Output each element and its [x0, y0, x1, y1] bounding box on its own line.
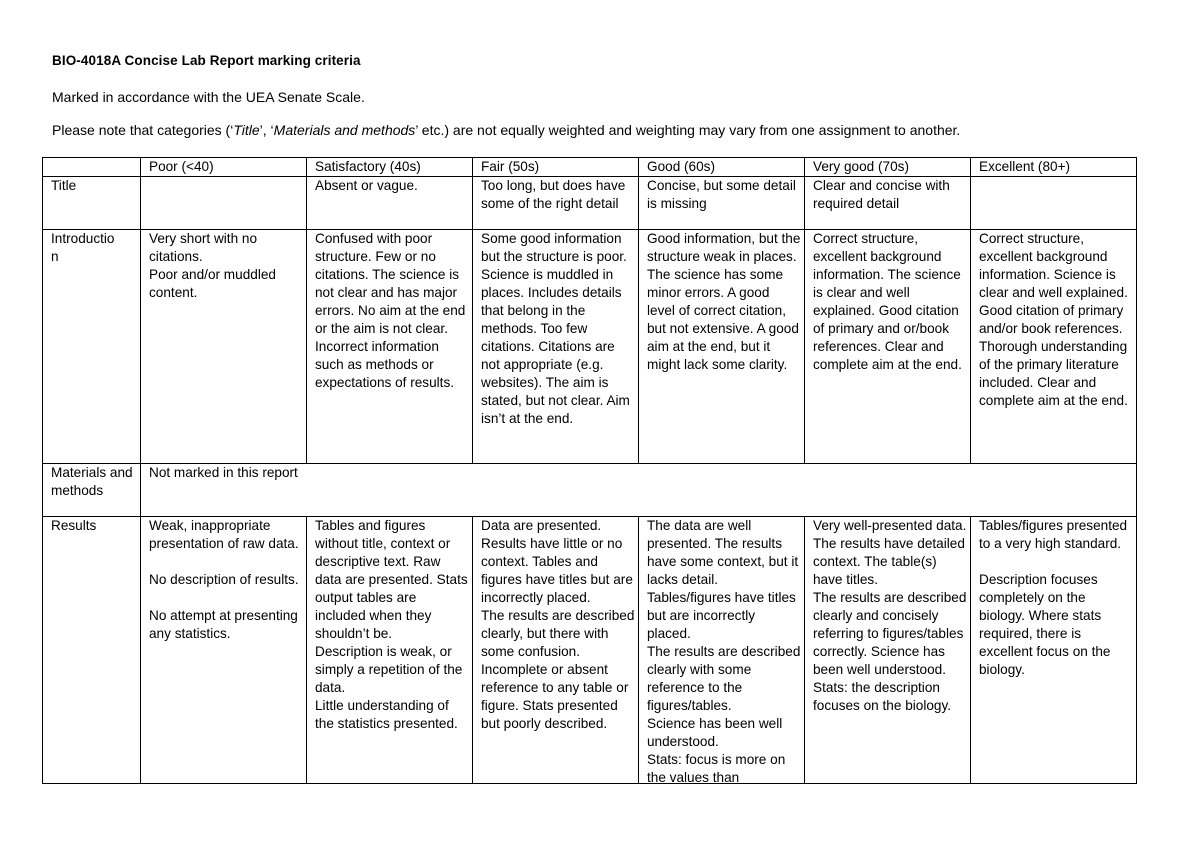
table-row-introduction — [43, 230, 1137, 464]
introduction-satisfactory-cell: Confused with poor structure. Few or no citations. The science is not clear and has major errors. No aim at the end or the aim is not clear. Incorrect information such as methods or expectations of results. — [307, 230, 473, 464]
title-very-good-cell: Clear and concise with required detail — [805, 177, 971, 230]
introduction-poor-cell: Very short with no citations. Poor and/or muddled content. — [141, 230, 307, 464]
title-good-cell: Concise, but some detail is missing — [639, 177, 805, 230]
senate-scale-note: Marked in accordance with the UEA Senate Scale. — [52, 89, 365, 105]
header-fair: Fair (50s) — [473, 158, 639, 177]
marking-criteria-table — [42, 157, 1137, 784]
introduction-very-good-cell: Correct structure, excellent background information. The science is clear and well explained. Good citation of primary and or/book references. Clear and complete aim at the end. — [805, 230, 971, 464]
row-label-introduction: Introductio n — [43, 230, 141, 464]
row-label-title: Title — [43, 177, 141, 230]
title-satisfactory-cell: Absent or vague. — [307, 177, 473, 230]
category-title-italic: Title — [233, 122, 260, 138]
materials-methods-merged-cell: Not marked in this report — [141, 464, 1137, 517]
results-poor-cell: Weak, inappropriate presentation of raw data. No description of results. No attempt at presenting any statistics. — [141, 517, 307, 784]
header-very-good: Very good (70s) — [805, 158, 971, 177]
introduction-excellent-cell: Correct structure, excellent background information. Science is clear and well explained. Good citation of primary and/or book references. Thorough understanding of the primary literature included. Clear and complete aim at the end. — [971, 230, 1137, 464]
results-satisfactory-cell: Tables and figures without title, context or descriptive text. Raw data are presented. Stats output tables are included when they shouldn’t be. Description is weak, or simply a repetition of the data. Little understanding of the statistics presented. — [307, 517, 473, 784]
introduction-fair-cell: Some good information but the structure is poor. Science is muddled in places. Includes details that belong in the methods. Too few citations. Citations are not appropriate (e.g. websites). The aim is stated, but not clear. Aim isn’t at the end. — [473, 230, 639, 464]
row-label-results: Results — [43, 517, 141, 784]
weighting-note: Please note that categories (‘Title’, ‘Materials and methods’ etc.) are not equally weighted and weighting may vary from one assignment to another. — [52, 122, 961, 138]
category-methods-italic: Materials and methods — [273, 122, 416, 138]
introduction-good-cell: Good information, but the structure weak in places. The science has some minor errors. A good level of correct citation, but not extensive. A good aim at the end, but it might lack some clarity. — [639, 230, 805, 464]
table-header-row — [43, 158, 1137, 177]
results-good-cell: The data are well presented. The results have some context, but it lacks detail. Tables/figures have titles but are incorrectly placed. The results are described clearly with some reference to the figures/tables. Science has been well understood. Stats: focus is more on the values than — [639, 517, 805, 784]
results-fair-cell: Data are presented. Results have little or no context. Tables and figures have titles but are incorrectly placed. The results are described clearly, but there with some confusion. Incomplete or absent reference to any table or figure. Stats presented but poorly described. — [473, 517, 639, 784]
table-row-materials-methods — [43, 464, 1137, 517]
header-excellent: Excellent (80+) — [971, 158, 1137, 177]
header-poor: Poor (<40) — [141, 158, 307, 177]
title-fair-cell: Too long, but does have some of the right detail — [473, 177, 639, 230]
header-satisfactory: Satisfactory (40s) — [307, 158, 473, 177]
header-cell-empty — [43, 158, 141, 177]
title-excellent-cell — [971, 177, 1137, 230]
document-title: BIO-4018A Concise Lab Report marking criteria — [52, 53, 361, 68]
row-label-materials-methods: Materials and methods — [43, 464, 141, 517]
results-very-good-cell: Very well-presented data. The results have detailed context. The table(s) have titles. The results are described clearly and concisely referring to figures/tables correctly. Science has been well understood. Stats: the description focuses on the biology. — [805, 517, 971, 784]
results-excellent-cell: Tables/figures presented to a very high standard. Description focuses completely on the biology. Where stats required, there is excellent focus on the biology. — [971, 517, 1137, 784]
title-poor-cell — [141, 177, 307, 230]
header-good: Good (60s) — [639, 158, 805, 177]
table-row-title — [43, 177, 1137, 230]
table-row-results — [43, 517, 1137, 784]
